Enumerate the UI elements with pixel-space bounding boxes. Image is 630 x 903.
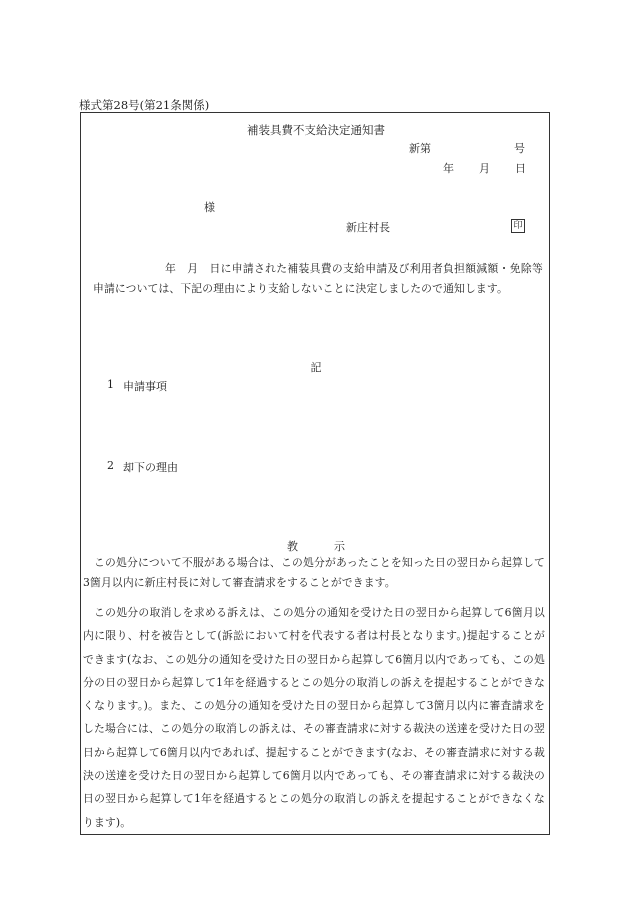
date-year: 年 xyxy=(443,162,454,175)
form-number-label: 様式第28号(第21条関係) xyxy=(79,98,210,112)
date-day: 日 xyxy=(515,162,526,175)
instruction-heading-char: 示 xyxy=(334,540,345,553)
addressee-suffix: 様 xyxy=(204,201,215,214)
item-number: 2 xyxy=(107,459,114,472)
sender-name: 新庄村長 xyxy=(346,221,390,234)
item-number: 1 xyxy=(107,378,114,391)
instruction-heading-char: 教 xyxy=(287,540,298,553)
seal-mark: 印 xyxy=(511,219,525,233)
item-label-application: 申請事項 xyxy=(123,380,167,393)
instruction-paragraph-appeal: この処分について不服がある場合は、この処分があったことを知った日の翌日から起算して3箇月以内に新庄村長に対して審査請求をすることができます。 xyxy=(83,556,545,589)
document-number-prefix: 新第 xyxy=(409,142,431,155)
document-title: 補装具費不支給決定通知書 xyxy=(247,123,385,137)
date-month: 月 xyxy=(479,162,490,175)
ki-heading: 記 xyxy=(310,361,322,374)
notice-frame xyxy=(80,112,550,835)
document-number-suffix: 号 xyxy=(514,142,525,155)
body-paragraph: 年 月 日に申請された補装具費の支給申請及び利用者負担額減額・免除等申請については、下記の理由により支給しないことに決定しましたので通知します。 xyxy=(93,262,543,295)
instruction-paragraph-lawsuit: この処分の取消しを求める訴えは、この処分の通知を受けた日の翌日から起算して6箇月以内に限り、村を被告として(訴訟において村を代表する者は村長となります。)提起することができます(なお、この処分の通知を受けた日の翌日から起算して6箇月以内であっても、この処分の日の翌日から起算して1年を経過するとこの処分の取消しの訴えを提起することができなくなります。)。また、この処分の通知を受けた日の翌日から起算して3箇月以内に審査請求をした場合には、この処分の取消しの訴えは、その審査請求に対する裁決の送達を受けた日の翌日から起算して6箇月以内であれば、提起することができます(なお、その審査請求に対する裁決の送達を受けた日の翌日から起算して6箇月以内であっても、その審査請求に対する裁決の日の翌日から起算して1年を経過するとこの処分の取消しの訴えを提起することができなくなります)。 xyxy=(83,606,545,829)
item-label-reason: 却下の理由 xyxy=(123,461,178,474)
